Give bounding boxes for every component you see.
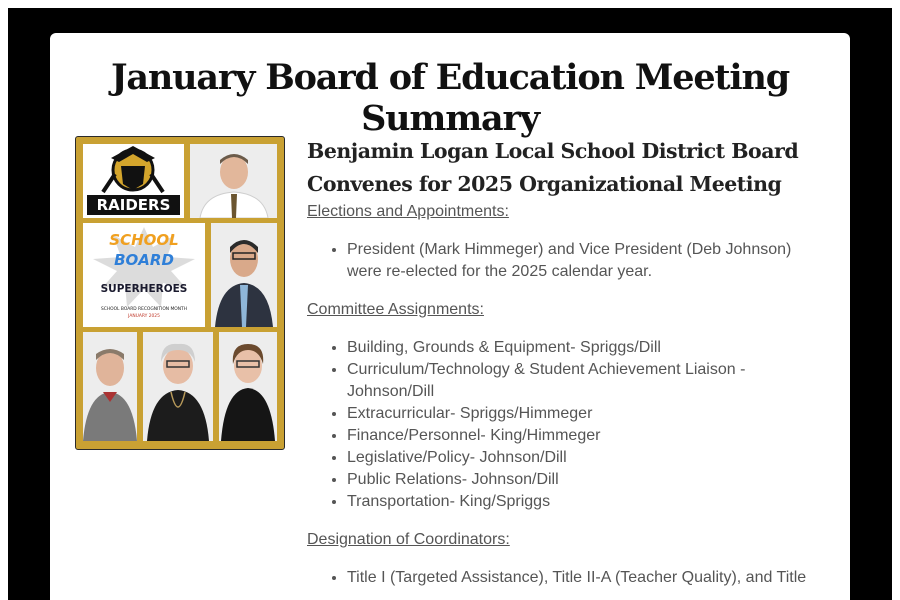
banner-board-text: BOARD <box>114 251 174 269</box>
banner-date-text: JANUARY 2025 <box>128 314 160 319</box>
person-portrait-icon <box>143 332 213 441</box>
banner-school-text: SCHOOL <box>109 231 179 249</box>
list-item: • Building, Grounds & Equipment- Spriggs/Dill <box>347 337 827 359</box>
board-member-photo-1 <box>190 144 277 218</box>
school-board-superheroes-banner <box>83 223 205 327</box>
list-item: • Public Relations- Johnson/Dill <box>347 469 827 491</box>
board-member-photo-2 <box>211 223 277 327</box>
article-content <box>307 135 827 600</box>
committee-list <box>307 337 827 513</box>
raiders-logo-text: RAIDERS <box>87 195 180 215</box>
list-item: • Title I (Targeted Assistance), Title II-A (Teacher Quality), and Title <box>347 567 827 589</box>
list-item: • Legislative/Policy- Johnson/Dill <box>347 447 827 469</box>
person-portrait-icon <box>83 332 137 441</box>
person-portrait-icon <box>211 223 277 327</box>
banner-superheroes-text: SUPERHEROES <box>100 283 188 295</box>
page-frame <box>8 8 892 600</box>
list-item: • President (Mark Himmeger) and Vice President (Deb Johnson) were re-elected for the 2025 calendar year. <box>347 239 827 283</box>
list-item: • Finance/Personnel- King/Himmeger <box>347 425 827 447</box>
board-member-photo-3 <box>83 332 137 441</box>
list-item: • Curriculum/Technology & Student Achievement Liaison - Johnson/Dill <box>347 359 827 403</box>
elections-list <box>307 239 827 283</box>
coordinators-list <box>307 567 827 589</box>
section-label-elections: Elections and Appointments: <box>307 203 509 220</box>
raiders-logo-tile <box>83 144 184 218</box>
content-card <box>50 33 850 600</box>
section-label-coordinators: Designation of Coordinators: <box>307 531 510 548</box>
board-members-photo-collage <box>75 136 285 450</box>
banner-recognition-text: SCHOOL BOARD RECOGNITION MONTH <box>100 307 187 312</box>
section-label-committees: Committee Assignments: <box>307 301 484 318</box>
article-headline: Benjamin Logan Local School District Board Convenes for 2025 Organizational Meeting <box>307 139 799 196</box>
person-portrait-icon <box>219 332 277 441</box>
list-item: • Extracurricular- Spriggs/Himmeger <box>347 403 827 425</box>
board-member-photo-4 <box>143 332 213 441</box>
list-item: • Transportation- King/Spriggs <box>347 491 827 513</box>
person-portrait-icon <box>190 144 277 218</box>
page-title: January Board of Education Meeting Summary <box>111 57 789 139</box>
board-member-photo-5 <box>219 332 277 441</box>
